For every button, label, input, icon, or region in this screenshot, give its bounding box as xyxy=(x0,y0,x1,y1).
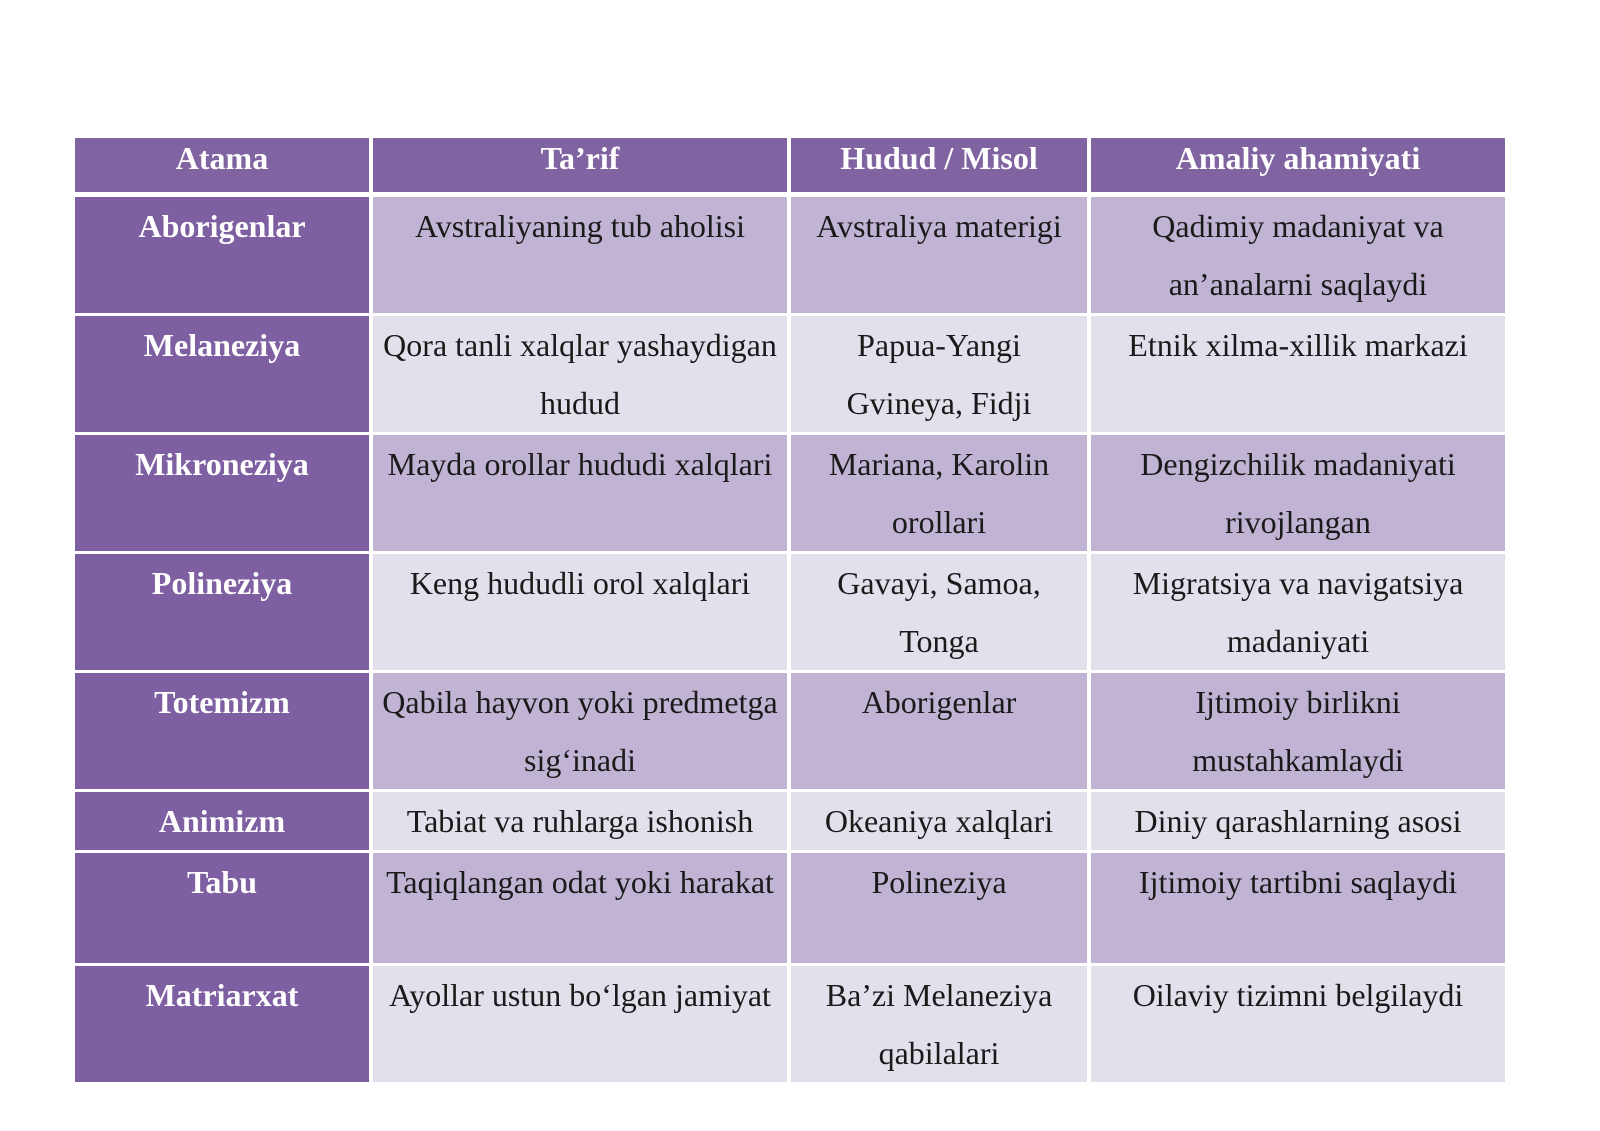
table-row xyxy=(75,792,1505,850)
significance-cell: Diniy qarashlarning asosi xyxy=(1091,792,1505,850)
region-cell: Aborigenlar xyxy=(791,673,1087,789)
header-term: Atama xyxy=(75,138,369,194)
definition-cell: Qabila hayvon yoki predmetga sig‘inadi xyxy=(373,673,787,789)
significance-cell: Migratsiya va navigatsiya madaniyati xyxy=(1091,554,1505,670)
table-row xyxy=(75,966,1505,1082)
region-cell: Okeaniya xalqlari xyxy=(791,792,1087,850)
region-cell: Ba’zi Melaneziya qabilalari xyxy=(791,966,1087,1082)
table-row xyxy=(75,853,1505,963)
definition-cell: Qora tanli xalqlar yashaydigan hudud xyxy=(373,316,787,432)
region-cell: Polineziya xyxy=(791,853,1087,963)
region-cell: Gavayi, Samoa, Tonga xyxy=(791,554,1087,670)
definition-cell: Tabiat va ruhlarga ishonish xyxy=(373,792,787,850)
table-row xyxy=(75,554,1505,670)
table-row xyxy=(75,316,1505,432)
definition-cell: Mayda orollar hududi xalqlari xyxy=(373,435,787,551)
header-region: Hudud / Misol xyxy=(791,138,1087,194)
table-row xyxy=(75,673,1505,789)
term-cell: Aborigenlar xyxy=(75,197,369,313)
definition-cell: Ayollar ustun bo‘lgan jamiyat xyxy=(373,966,787,1082)
header-definition: Ta’rif xyxy=(373,138,787,194)
term-cell: Matriarxat xyxy=(75,966,369,1082)
significance-cell: Ijtimoiy birlikni mustahkamlaydi xyxy=(1091,673,1505,789)
term-cell: Polineziya xyxy=(75,554,369,670)
table-row xyxy=(75,197,1505,313)
term-cell: Tabu xyxy=(75,853,369,963)
significance-cell: Dengizchilik madaniyati rivojlangan xyxy=(1091,435,1505,551)
term-cell: Mikroneziya xyxy=(75,435,369,551)
region-cell: Papua-Yangi Gvineya, Fidji xyxy=(791,316,1087,432)
region-cell: Avstraliya materigi xyxy=(791,197,1087,313)
table-row xyxy=(75,435,1505,551)
table-header-row xyxy=(75,138,1505,194)
term-cell: Melaneziya xyxy=(75,316,369,432)
significance-cell: Ijtimoiy tartibni saqlaydi xyxy=(1091,853,1505,963)
significance-cell: Qadimiy madaniyat va an’analarni saqlaydi xyxy=(1091,197,1505,313)
definition-cell: Taqiqlangan odat yoki harakat xyxy=(373,853,787,963)
term-cell: Totemizm xyxy=(75,673,369,789)
definition-cell: Keng hududli orol xalqlari xyxy=(373,554,787,670)
significance-cell: Oilaviy tizimni belgilaydi xyxy=(1091,966,1505,1082)
definition-cell: Avstraliyaning tub aholisi xyxy=(373,197,787,313)
region-cell: Mariana, Karolin orollari xyxy=(791,435,1087,551)
terms-table xyxy=(71,135,1509,1085)
term-cell: Animizm xyxy=(75,792,369,850)
header-significance: Amaliy ahamiyati xyxy=(1091,138,1505,194)
significance-cell: Etnik xilma-xillik markazi xyxy=(1091,316,1505,432)
